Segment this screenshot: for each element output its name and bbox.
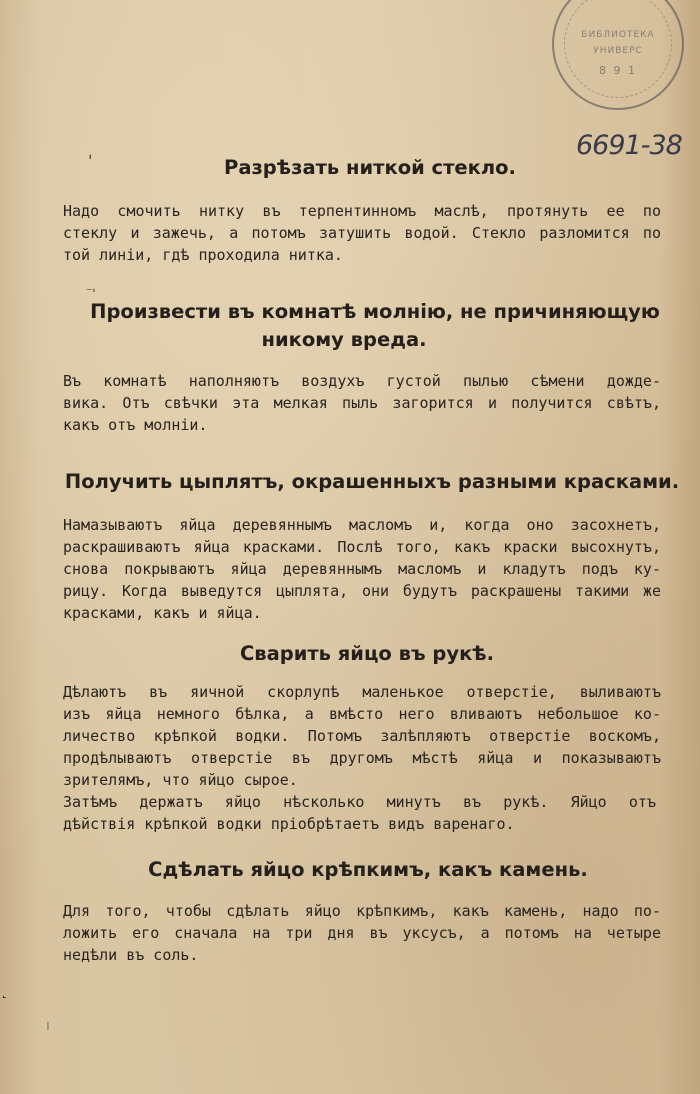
text-line: продѣлываютъ отверстіе въ другомъ мѣстѣ яйца и показываютъ	[63, 749, 661, 767]
section-heading: Произвести въ комнатѣ молнію, не причиняющую	[90, 300, 660, 323]
section-paragraph	[63, 681, 661, 791]
stamp-text-middle: УНИВЕРС	[593, 46, 643, 56]
text-line: Надо смочить нитку въ терпентинномъ маслѣ, протянуть ее по	[63, 202, 661, 220]
text-line: Затѣмъ держатъ яйцо нѣсколько минутъ въ рукѣ. Яйцо отъ	[63, 793, 656, 811]
section-heading: никому вреда.	[261, 328, 427, 351]
text-line: красками, какъ и яйца.	[63, 604, 262, 622]
stamp-text-top: БИБЛИОТЕКА	[581, 30, 655, 40]
ink-mark: ⁻˒	[86, 284, 97, 298]
text-line: рицу. Когда выведутся цыплята, они будутъ раскрашены такими же	[63, 582, 661, 600]
section-heading: Сварить яйцо въ рукѣ.	[239, 642, 495, 665]
ink-mark: ˈ	[88, 152, 93, 171]
text-line: дѣйствія крѣпкой водки пріобрѣтаетъ видъ варенаго.	[63, 815, 515, 833]
section-heading: Получить цыплятъ, окрашенныхъ разными красками.	[64, 470, 680, 493]
stamp-text-bottom: 8 9 1	[599, 64, 637, 77]
text-line: ложить его сначала на три дня въ уксусъ, а потомъ на четыре	[63, 924, 661, 942]
ink-mark: ˻	[2, 983, 7, 999]
text-line: зрителямъ, что яйцо сырое.	[63, 771, 298, 789]
text-line: раскрашиваютъ яйца красками. Послѣ того, какъ краски высохнутъ,	[63, 538, 661, 556]
text-line: снова покрываютъ яйца деревяннымъ масломъ и кладутъ подъ ку-	[63, 560, 661, 578]
ink-mark: ı	[46, 1018, 50, 1034]
text-line: недѣли въ соль.	[63, 946, 199, 964]
text-line: Для того, чтобы сдѣлать яйцо крѣпкимъ, какъ камень, надо по-	[63, 902, 661, 920]
section-paragraph	[63, 791, 656, 835]
text-line: вика. Отъ свѣчки эта мелкая пыль загорится и получится свѣтъ,	[63, 394, 661, 412]
handwritten-call-number: 6691-38	[576, 130, 682, 161]
text-line: Намазываютъ яйца деревяннымъ масломъ и, когда оно засохнетъ,	[63, 516, 661, 534]
text-line: какъ отъ молніи.	[63, 416, 208, 434]
section-paragraph	[63, 514, 661, 624]
section-heading: Сдѣлать яйцо крѣпкимъ, какъ камень.	[148, 858, 588, 881]
text-line: Въ комнатѣ наполняютъ воздухъ густой пылью сѣмени дожде-	[63, 372, 661, 390]
section-paragraph	[63, 200, 661, 266]
library-stamp	[552, 0, 684, 110]
text-line: стеклу и зажечь, а потомъ затушить водой. Стекло разломится по	[63, 224, 661, 242]
section-heading: Разрѣзать ниткой стекло.	[224, 156, 516, 179]
text-line: изъ яйца немного бѣлка, а вмѣсто него вливаютъ небольшое ко-	[63, 705, 661, 723]
section-paragraph	[63, 900, 661, 966]
text-line: Дѣлаютъ въ яичной скорлупѣ маленькое отверстіе, выливаютъ	[63, 683, 661, 701]
text-line: личество крѣпкой водки. Потомъ залѣпляютъ отверстіе воскомъ,	[63, 727, 661, 745]
section-paragraph	[63, 370, 661, 436]
text-line: той линіи, гдѣ проходила нитка.	[63, 246, 343, 264]
